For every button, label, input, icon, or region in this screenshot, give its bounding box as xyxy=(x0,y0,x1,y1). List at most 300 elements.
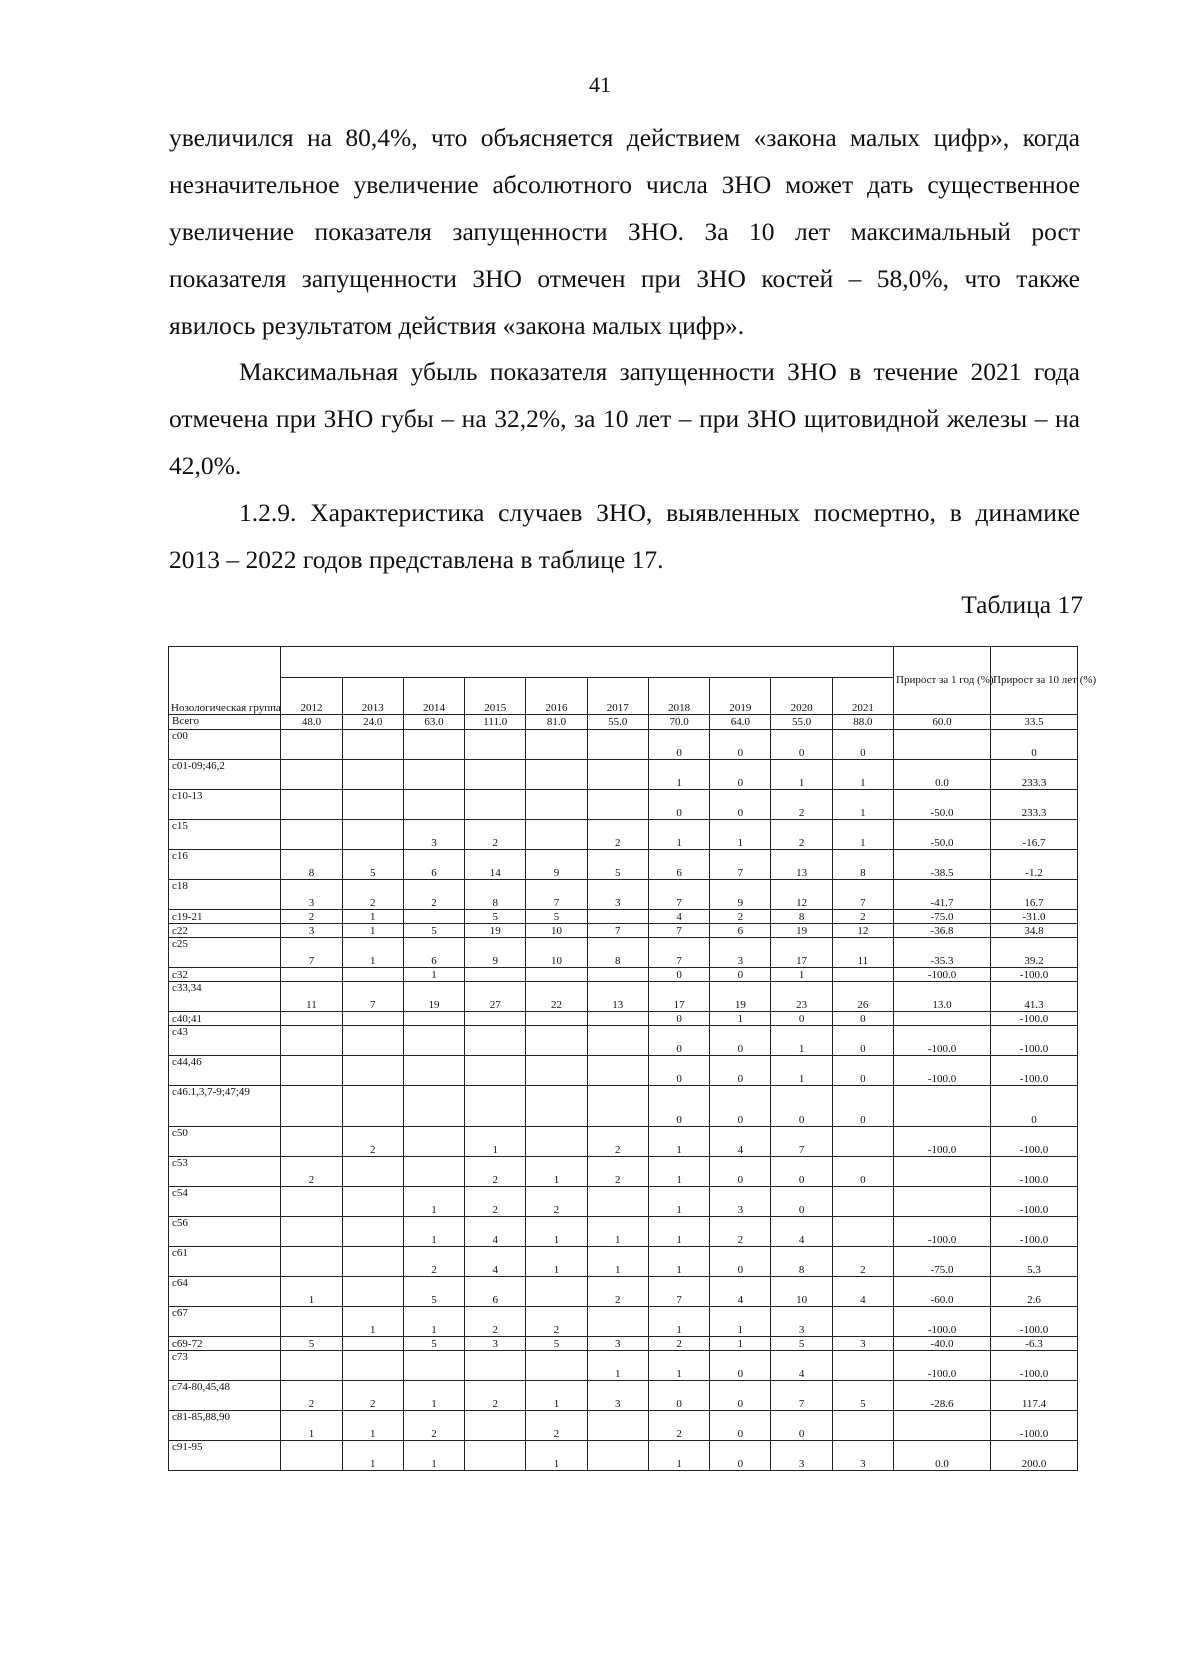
table-body xyxy=(169,715,1078,1471)
table-cell: 0 xyxy=(648,1381,709,1411)
inc-1y-cell xyxy=(894,1187,991,1217)
table-cell: 7 xyxy=(832,880,893,910)
table-cell: 4 xyxy=(465,1217,526,1247)
table-cell: 5 xyxy=(281,1337,342,1351)
table-cell: 63.0 xyxy=(403,715,464,730)
table-cell xyxy=(281,1086,342,1127)
table-cell: 1 xyxy=(587,1351,648,1381)
row-label: с74-80,45,48 xyxy=(169,1381,281,1411)
table-cell: 0 xyxy=(710,1056,771,1086)
inc-10y-cell: 39.2 xyxy=(991,938,1078,968)
table-cell: 7 xyxy=(771,1381,832,1411)
table-cell: 7 xyxy=(710,850,771,880)
table-cell: 0 xyxy=(710,790,771,820)
table-cell: 1 xyxy=(342,938,403,968)
inc-1y-cell: -100.0 xyxy=(894,968,991,982)
inc-10y-cell: -100.0 xyxy=(991,1127,1078,1157)
header-year: 2016 xyxy=(526,678,587,715)
table-cell xyxy=(465,1441,526,1471)
header-year: 2017 xyxy=(587,678,648,715)
table-cell: 1 xyxy=(648,1217,709,1247)
table-cell: 5 xyxy=(587,850,648,880)
table-cell: 1 xyxy=(281,1277,342,1307)
header-group: Нозологическая группа xyxy=(169,647,281,715)
table-cell: 2 xyxy=(832,1247,893,1277)
table-cell xyxy=(342,1277,403,1307)
row-label: с56 xyxy=(169,1217,281,1247)
table-cell: 48.0 xyxy=(281,715,342,730)
table-cell: 1 xyxy=(342,1307,403,1337)
table-cell xyxy=(832,1411,893,1441)
table-cell: 19 xyxy=(403,982,464,1012)
table-row xyxy=(169,1351,1078,1381)
table-row xyxy=(169,1217,1078,1247)
inc-1y-cell: -35.3 xyxy=(894,938,991,968)
table-cell: 1 xyxy=(526,1217,587,1247)
table-cell: 1 xyxy=(710,1012,771,1026)
table-cell xyxy=(587,760,648,790)
table-cell: 1 xyxy=(832,790,893,820)
table-cell xyxy=(342,1012,403,1026)
table-cell xyxy=(526,730,587,760)
table-cell: 7 xyxy=(281,938,342,968)
paragraph-1 xyxy=(169,114,1080,349)
table-cell xyxy=(281,968,342,982)
table-cell: 7 xyxy=(648,1277,709,1307)
inc-1y-cell: 60.0 xyxy=(894,715,991,730)
table-cell: 6 xyxy=(403,850,464,880)
table-cell xyxy=(526,1351,587,1381)
header-year: 2012 xyxy=(281,678,342,715)
table-cell xyxy=(587,790,648,820)
table-cell: 2 xyxy=(465,1187,526,1217)
table-cell: 1 xyxy=(771,1026,832,1056)
table-cell: 0 xyxy=(648,1056,709,1086)
table-cell: 2 xyxy=(342,1381,403,1411)
table-cell: 5 xyxy=(403,1277,464,1307)
table-cell xyxy=(281,760,342,790)
table-cell: 0 xyxy=(771,1411,832,1441)
table-cell: 1 xyxy=(710,820,771,850)
row-label: с67 xyxy=(169,1307,281,1337)
table-cell: 8 xyxy=(587,938,648,968)
table-cell: 0 xyxy=(771,1012,832,1026)
header-inc-10y: Прирост за 10 лет (%) xyxy=(991,647,1078,715)
inc-10y-cell: -6.3 xyxy=(991,1337,1078,1351)
table-cell: 4 xyxy=(832,1277,893,1307)
table-cell: 0 xyxy=(771,1157,832,1187)
table-cell: 2 xyxy=(281,1381,342,1411)
table-cell: 0 xyxy=(710,1086,771,1127)
table-cell: 3 xyxy=(771,1441,832,1471)
table-cell: 7 xyxy=(648,880,709,910)
table-cell: 3 xyxy=(465,1337,526,1351)
table-cell: 0 xyxy=(710,730,771,760)
table-row xyxy=(169,715,1078,730)
paragraph-3 xyxy=(169,489,1080,583)
table-row xyxy=(169,1337,1078,1351)
table-cell xyxy=(832,1217,893,1247)
table-cell: 1 xyxy=(648,1127,709,1157)
header-year: 2018 xyxy=(648,678,709,715)
table-row xyxy=(169,1127,1078,1157)
row-label: с32 xyxy=(169,968,281,982)
inc-1y-cell: -100.0 xyxy=(894,1127,991,1157)
table-cell xyxy=(465,1026,526,1056)
table-cell: 0 xyxy=(832,1157,893,1187)
inc-1y-cell: -28.6 xyxy=(894,1381,991,1411)
table-cell: 4 xyxy=(648,910,709,924)
table-cell: 1 xyxy=(526,1381,587,1411)
row-label: с61 xyxy=(169,1247,281,1277)
table-cell: 2 xyxy=(465,1157,526,1187)
table-cell: 5 xyxy=(403,1337,464,1351)
inc-10y-cell: 16.7 xyxy=(991,880,1078,910)
table-header-row xyxy=(169,647,1078,678)
header-year: 2021 xyxy=(832,678,893,715)
table-cell: 3 xyxy=(771,1307,832,1337)
table-cell: 11 xyxy=(281,982,342,1012)
inc-10y-cell: -31.0 xyxy=(991,910,1078,924)
header-year: 2015 xyxy=(465,678,526,715)
table-row xyxy=(169,924,1078,938)
table-cell xyxy=(342,1157,403,1187)
row-label: с01-09;46,2 xyxy=(169,760,281,790)
table-row xyxy=(169,1247,1078,1277)
table-cell: 11 xyxy=(832,938,893,968)
table-cell xyxy=(526,1127,587,1157)
table-cell xyxy=(403,1086,464,1127)
table-cell: 81.0 xyxy=(526,715,587,730)
inc-1y-cell: -36.8 xyxy=(894,924,991,938)
table-row xyxy=(169,1086,1078,1127)
inc-10y-cell: -100.0 xyxy=(991,1026,1078,1056)
inc-1y-cell: -75.0 xyxy=(894,1247,991,1277)
table-row xyxy=(169,1026,1078,1056)
table-cell xyxy=(281,1026,342,1056)
inc-1y-cell: -41.7 xyxy=(894,880,991,910)
table-cell: 2 xyxy=(342,1127,403,1157)
table-cell xyxy=(281,1187,342,1217)
table-row xyxy=(169,1056,1078,1086)
table-cell: 27 xyxy=(465,982,526,1012)
table-cell: 1 xyxy=(403,1187,464,1217)
table-cell xyxy=(587,910,648,924)
table-cell: 9 xyxy=(710,880,771,910)
table-cell: 1 xyxy=(403,1307,464,1337)
inc-1y-cell xyxy=(894,1086,991,1127)
table-cell: 70.0 xyxy=(648,715,709,730)
table-cell xyxy=(403,910,464,924)
table-cell: 12 xyxy=(771,880,832,910)
inc-10y-cell: 200.0 xyxy=(991,1441,1078,1471)
table-cell xyxy=(342,790,403,820)
table-row xyxy=(169,730,1078,760)
table-cell xyxy=(281,790,342,820)
table-cell xyxy=(403,1026,464,1056)
row-label: с15 xyxy=(169,820,281,850)
table-cell: 5 xyxy=(832,1381,893,1411)
table-cell: 10 xyxy=(526,924,587,938)
table-cell xyxy=(281,1127,342,1157)
row-label: с10-13 xyxy=(169,790,281,820)
table-cell: 88.0 xyxy=(832,715,893,730)
table-cell xyxy=(281,1012,342,1026)
table-cell xyxy=(832,1307,893,1337)
inc-10y-cell: 2.6 xyxy=(991,1277,1078,1307)
data-table xyxy=(168,646,1097,1471)
inc-1y-cell xyxy=(894,1012,991,1026)
table-cell: 1 xyxy=(342,924,403,938)
table-cell xyxy=(526,760,587,790)
table-cell: 8 xyxy=(832,850,893,880)
inc-10y-cell: -100.0 xyxy=(991,1012,1078,1026)
table-row xyxy=(169,850,1078,880)
inc-1y-cell: -100.0 xyxy=(894,1217,991,1247)
table-cell: 0 xyxy=(832,1056,893,1086)
table-cell: 1 xyxy=(710,1307,771,1337)
table-cell: 111.0 xyxy=(465,715,526,730)
header-years-span xyxy=(281,647,894,678)
table-cell: 5 xyxy=(342,850,403,880)
table-row xyxy=(169,1157,1078,1187)
table-cell: 5 xyxy=(771,1337,832,1351)
table-cell: 17 xyxy=(771,938,832,968)
table-cell: 1 xyxy=(281,1411,342,1441)
table-cell xyxy=(465,1056,526,1086)
row-label: с64 xyxy=(169,1277,281,1307)
table-cell: 1 xyxy=(771,760,832,790)
inc-10y-cell: 117.4 xyxy=(991,1381,1078,1411)
row-label: с54 xyxy=(169,1187,281,1217)
table-cell: 2 xyxy=(587,1127,648,1157)
table-cell: 3 xyxy=(403,820,464,850)
table-cell: 13 xyxy=(771,850,832,880)
row-label: с00 xyxy=(169,730,281,760)
inc-10y-cell: -100.0 xyxy=(991,1307,1078,1337)
row-label: с16 xyxy=(169,850,281,880)
inc-10y-cell: -100.0 xyxy=(991,1056,1078,1086)
table-cell xyxy=(526,968,587,982)
table-cell: 2 xyxy=(648,1337,709,1351)
table-cell: 14 xyxy=(465,850,526,880)
table-cell xyxy=(403,1127,464,1157)
table-cell: 1 xyxy=(403,1441,464,1471)
table-cell: 0 xyxy=(710,760,771,790)
table-cell xyxy=(403,760,464,790)
header-year: 2019 xyxy=(710,678,771,715)
table-cell: 5 xyxy=(526,1337,587,1351)
table-cell: 2 xyxy=(648,1411,709,1441)
table-cell: 7 xyxy=(648,938,709,968)
row-label: с53 xyxy=(169,1157,281,1187)
table-row xyxy=(169,1411,1078,1441)
table-cell: 4 xyxy=(710,1277,771,1307)
inc-10y-cell: -100.0 xyxy=(991,1157,1078,1187)
table-cell: 5 xyxy=(403,924,464,938)
table-cell xyxy=(526,820,587,850)
table-cell: 0 xyxy=(710,1351,771,1381)
inc-10y-cell: -100.0 xyxy=(991,1411,1078,1441)
table-cell xyxy=(465,968,526,982)
table-cell: 9 xyxy=(465,938,526,968)
table-cell: 0 xyxy=(710,968,771,982)
table-cell: 0 xyxy=(648,1086,709,1127)
table-cell: 6 xyxy=(403,938,464,968)
table-cell: 1 xyxy=(648,1157,709,1187)
table-cell xyxy=(587,1411,648,1441)
table-cell: 6 xyxy=(465,1277,526,1307)
table-row xyxy=(169,820,1078,850)
table-cell xyxy=(465,1086,526,1127)
table-cell xyxy=(526,1026,587,1056)
table-cell xyxy=(281,1217,342,1247)
row-label: с81-85,88,90 xyxy=(169,1411,281,1441)
row-label: с73 xyxy=(169,1351,281,1381)
inc-1y-cell: -50.0 xyxy=(894,820,991,850)
inc-10y-cell: -100.0 xyxy=(991,968,1078,982)
inc-10y-cell: -100.0 xyxy=(991,1351,1078,1381)
table-row xyxy=(169,1277,1078,1307)
table-cell: 1 xyxy=(342,1411,403,1441)
table-row xyxy=(169,1381,1078,1411)
table-cell: 4 xyxy=(771,1351,832,1381)
table-cell xyxy=(587,968,648,982)
inc-1y-cell: -38.5 xyxy=(894,850,991,880)
table-row xyxy=(169,760,1078,790)
table-cell: 9 xyxy=(526,850,587,880)
table-cell xyxy=(281,1441,342,1471)
table-cell: 2 xyxy=(465,820,526,850)
table-cell xyxy=(465,1411,526,1441)
table-cell xyxy=(281,1056,342,1086)
table-cell: 0 xyxy=(771,1086,832,1127)
inc-1y-cell: -40.0 xyxy=(894,1337,991,1351)
row-label: с91-95 xyxy=(169,1441,281,1471)
table-cell xyxy=(465,1351,526,1381)
table-cell: 1 xyxy=(526,1441,587,1471)
table-cell xyxy=(587,1187,648,1217)
table-row xyxy=(169,968,1078,982)
table-cell: 0 xyxy=(710,1157,771,1187)
table-cell: 2 xyxy=(281,1157,342,1187)
table-cell: 6 xyxy=(710,924,771,938)
table-cell: 0 xyxy=(648,790,709,820)
table-cell: 7 xyxy=(342,982,403,1012)
table-cell xyxy=(465,1012,526,1026)
table-cell: 5 xyxy=(526,910,587,924)
table-cell: 1 xyxy=(526,1157,587,1187)
table-cell: 3 xyxy=(832,1337,893,1351)
inc-1y-cell xyxy=(894,730,991,760)
table-cell xyxy=(587,1086,648,1127)
table-cell: 1 xyxy=(648,1247,709,1277)
table-cell xyxy=(342,968,403,982)
row-label: с69-72 xyxy=(169,1337,281,1351)
table-cell: 3 xyxy=(710,938,771,968)
table-cell xyxy=(281,1351,342,1381)
table-cell: 10 xyxy=(526,938,587,968)
table-cell xyxy=(403,1056,464,1086)
table-cell: 2 xyxy=(465,1381,526,1411)
table-cell: 0 xyxy=(832,1086,893,1127)
table-cell: 1 xyxy=(710,1337,771,1351)
table-cell: 1 xyxy=(832,820,893,850)
table-cell: 19 xyxy=(710,982,771,1012)
row-label: Всего xyxy=(169,715,281,730)
table-cell: 2 xyxy=(526,1411,587,1441)
table-cell: 17 xyxy=(648,982,709,1012)
table-cell: 0 xyxy=(648,968,709,982)
inc-1y-cell: -100.0 xyxy=(894,1026,991,1056)
table-cell: 4 xyxy=(465,1247,526,1277)
table-cell xyxy=(587,1026,648,1056)
row-label: с25 xyxy=(169,938,281,968)
row-label: с40;41 xyxy=(169,1012,281,1026)
table-cell: 2 xyxy=(342,880,403,910)
table-cell: 8 xyxy=(281,850,342,880)
inc-10y-cell: -100.0 xyxy=(991,1187,1078,1217)
inc-1y-cell: -50.0 xyxy=(894,790,991,820)
table-cell xyxy=(587,1056,648,1086)
table-cell: 55.0 xyxy=(587,715,648,730)
table-row xyxy=(169,1307,1078,1337)
table-cell: 64.0 xyxy=(710,715,771,730)
table-cell: 0 xyxy=(648,730,709,760)
table-cell xyxy=(342,1056,403,1086)
table-cell: 0 xyxy=(771,730,832,760)
header-year: 2014 xyxy=(403,678,464,715)
inc-10y-cell: -100.0 xyxy=(991,1217,1078,1247)
paragraph-text: 1.2.9. Характеристика случаев ЗНО, выявленных посмертно, в динамике 2013 – 2022 годов представлена в таблице 17. xyxy=(169,498,1080,574)
table-cell xyxy=(587,1307,648,1337)
table-row xyxy=(169,1012,1078,1026)
table-cell: 10 xyxy=(771,1277,832,1307)
table-cell xyxy=(281,730,342,760)
inc-10y-cell: 0 xyxy=(991,730,1078,760)
table-cell: 0 xyxy=(648,1012,709,1026)
table-cell: 2 xyxy=(832,910,893,924)
header-year: 2013 xyxy=(342,678,403,715)
table-cell xyxy=(403,1157,464,1187)
table-cell xyxy=(832,1351,893,1381)
table-cell xyxy=(403,1351,464,1381)
table-cell xyxy=(587,1441,648,1471)
table-row xyxy=(169,790,1078,820)
table-cell: 0 xyxy=(710,1026,771,1056)
table-cell: 1 xyxy=(648,1351,709,1381)
table-row xyxy=(169,880,1078,910)
table-cell: 0 xyxy=(710,1411,771,1441)
inc-1y-cell xyxy=(894,1411,991,1441)
table-cell: 7 xyxy=(771,1127,832,1157)
table-cell: 2 xyxy=(526,1187,587,1217)
table-cell: 1 xyxy=(832,760,893,790)
table-cell: 2 xyxy=(771,790,832,820)
table-cell xyxy=(832,968,893,982)
table-cell: 3 xyxy=(281,880,342,910)
table-cell: 4 xyxy=(710,1127,771,1157)
table-cell xyxy=(342,760,403,790)
table-cell: 1 xyxy=(771,968,832,982)
table-cell: 3 xyxy=(587,1337,648,1351)
table-cell: 0 xyxy=(710,1441,771,1471)
table-cell: 1 xyxy=(648,820,709,850)
table-cell xyxy=(342,730,403,760)
table-cell: 1 xyxy=(648,760,709,790)
table-cell: 8 xyxy=(771,910,832,924)
table-cell xyxy=(465,730,526,760)
